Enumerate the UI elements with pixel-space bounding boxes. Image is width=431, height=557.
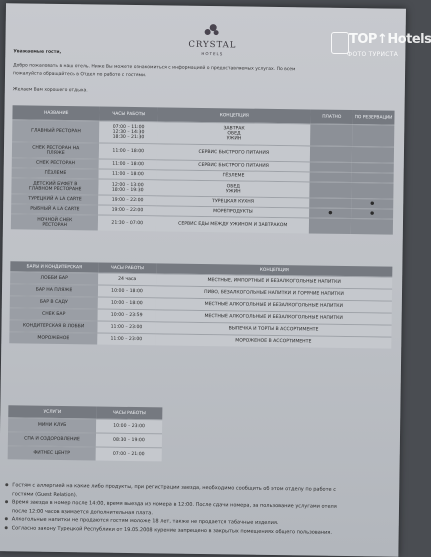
bar-hours: 11:00 – 23:00 <box>97 334 155 346</box>
restaurant-concept-line: МОРЕПРОДУКТЫ <box>213 209 253 215</box>
restaurant-name-line: НОЧНОЙ СНЕК <box>37 217 73 223</box>
restaurant-reservation <box>352 147 394 163</box>
notes-list <box>5 481 394 537</box>
restaurant-concept-line: УЖИН <box>225 188 241 195</box>
watermark-subtitle: ФОТО ТУРИСТА <box>347 51 399 58</box>
hotel-info-sheet <box>0 3 406 557</box>
restaurant-hours-line: 11:00 – 18:00 <box>112 148 145 155</box>
bar-name: СНЕК БАР <box>10 308 98 320</box>
intro-line-2: пожалуйста обращайтесь в Отдел по работе с гостями. <box>12 71 147 79</box>
bar-concept: МОРОЖЕНОЕ В АССОРТИМЕНТЕ <box>155 334 391 348</box>
note-text: Согласно закону Турецкой Республики от 19.05.2008 курение запрещено в закрытых помещениях общего пользования. <box>11 524 332 536</box>
restaurant-concept-line: СЕРВИС ЕДЫ МЕЖДУ УЖИНОМ И ЗАВТРАКОМ <box>178 221 288 229</box>
note-text: Гостям с аллергией на какие либо продукты, при регистрации заезда, необходимо сообщить об этом отделу по работе с <box>12 482 337 493</box>
bar-concept: МЕСТНЫЕ АЛКОГОЛЬНЫЕ И БЕЗАЛКОГОЛЬНЫЕ НАПИТКИ <box>156 298 392 312</box>
restaurant-name-line: ТУРЕЦКИЙ A LA CARTE <box>28 196 82 203</box>
intro-line-1: Добро пожаловать в наш отель. Ниже Вы можете ознакомиться с информацией о предоставляемых услугах. По всем <box>13 63 296 73</box>
bullet-icon <box>5 517 8 520</box>
restaurant-reservation <box>351 219 393 235</box>
col-header-bars: БАРЫ И КОНДИТЕРСКАЯ <box>10 261 98 272</box>
col-header-concept: КОНЦЕПЦИЯ <box>158 107 312 123</box>
bar-name: БАР НА ПЛЯЖЕ <box>10 284 98 296</box>
logo-mark-icon <box>202 24 224 38</box>
restaurant-hours-line: 19:00 – 22:00 <box>111 197 144 204</box>
col-header-paid: ПЛАТНО <box>311 109 353 124</box>
bar-hours: 11:00 – 23:00 <box>97 322 155 334</box>
restaurant-name <box>11 178 99 194</box>
service-hours: 07:00 – 21:00 <box>96 448 162 462</box>
bar-hours: 24 часа <box>98 274 156 286</box>
restaurant-concept-line: ОБЕД <box>227 131 241 137</box>
restaurant-paid <box>310 182 352 198</box>
col-header-name: НАЗВАНИЕ <box>12 105 100 120</box>
restaurant-name-line: ГЛАВНОМ РЕСТОРАНЕ <box>28 186 82 192</box>
service-hours: 08:30 – 19:00 <box>96 434 162 448</box>
restaurant-name-line: РЫБНЫЙ A LA CARTE <box>30 206 80 213</box>
service-name: СПА И ОЗДОРОВЛЕНИЕ <box>8 432 96 446</box>
bar-name: БАР В САДУ <box>10 296 98 308</box>
services-table <box>8 405 163 461</box>
bar-concept: МЕСТНЫЕ АЛКОГОЛЬНЫЕ И БЕЗАЛКОГОЛЬНЫЕ НАПИТКИ <box>156 310 392 324</box>
bullet-icon <box>5 483 8 486</box>
restaurant-concept-line: ОБЕД <box>226 183 240 189</box>
bar-concept: ПИВО, БЕЗАЛКОГОЛЬНЫЕ НАПИТКИ И ГОРЯЧИЕ НАПИТКИ <box>156 286 392 300</box>
restaurant-reservation <box>351 183 393 199</box>
restaurants-table <box>11 105 395 234</box>
service-name: МИНИ КЛУБ <box>8 418 96 432</box>
watermark <box>327 28 431 80</box>
restaurant-concept <box>157 122 311 145</box>
bar-name: МОРОЖЕНОЕ <box>9 332 97 344</box>
bar-concept: МЕСТНЫЕ, ИМПОРТНЫЕ И БЕЗАЛКОГОЛЬНЫЕ НАПИТКИ <box>156 274 392 288</box>
bar-hours: 10:00 – 18:00 <box>98 298 156 310</box>
restaurant-paid <box>311 124 353 146</box>
bar-hours: 10:00 – 18:00 <box>98 286 156 298</box>
restaurant-hours-line: 12:00 – 13:00 <box>111 182 144 188</box>
restaurant-hours-line: 12:30 – 14:30 <box>112 129 145 136</box>
restaurant-hours-line: 18:30 – 21:30 <box>112 134 145 141</box>
restaurant-concept-line: ТУРЕЦКАЯ КУХНЯ <box>212 199 254 205</box>
bar-concept: ВЫПЕЧКА И ТОРТЫ В АССОРТИМЕНТЕ <box>155 322 391 336</box>
logo-brand: CRYSTAL <box>188 39 237 51</box>
restaurant-name-line: СНЕК РЕСТОРАН <box>36 160 76 167</box>
restaurant-name-line: ДЕТСКИЙ БУФЕТ В <box>33 181 78 187</box>
hotel-logo <box>177 24 247 57</box>
greeting: Уважаемые гости, <box>13 49 62 55</box>
restaurant-concept-line: СЕРВИС БЫСТРОГО ПИТАНИЯ <box>198 162 269 169</box>
bar-name: ЛОББИ БАР <box>10 272 98 284</box>
restaurant-name-line: РЕСТОРАН <box>42 222 68 228</box>
note-text: гостями (Guest Relation). <box>12 490 78 498</box>
col-header-bars-concept: КОНЦЕПЦИЯ <box>156 263 392 276</box>
restaurant-hours-line: 11:00 – 18:00 <box>112 161 144 168</box>
note-text: Алкогольные напитки не продаются гостям моложе 18 лет, также не продается табачные изделия. <box>11 516 279 527</box>
restaurant-name-line: СНЕК РЕСТОРАН НА <box>32 145 80 151</box>
restaurant-reservation: ● <box>351 209 393 219</box>
restaurant-name-line: ПЛЯЖЕ <box>46 150 65 156</box>
restaurant-name <box>12 142 100 158</box>
restaurant-concept-line: ГЁЗЛЕМЕ <box>222 173 245 179</box>
service-hours: 10:00 – 23:00 <box>96 420 162 434</box>
bars-table <box>9 261 392 348</box>
restaurant-name <box>12 120 100 142</box>
col-header-hours: ЧАСЫ РАБОТЫ <box>100 107 158 122</box>
restaurant-reservation: ● <box>351 199 393 209</box>
restaurant-concept-line: СЕРВИС БЫСТРОГО ПИТАНИЯ <box>198 149 270 156</box>
restaurant-paid: ● <box>310 208 352 218</box>
restaurant-concept-line: ЗАВТРАК <box>223 126 245 132</box>
restaurant-reservation <box>352 125 394 147</box>
intro-wish: Желаем Вам хорошего отдыха. <box>12 87 88 94</box>
restaurant-hours-line: 07:00 – 11:00 <box>112 124 145 131</box>
col-header-reservation: ПО РЕЗЕРВАЦИИ <box>353 110 395 125</box>
watermark-title: TOP↑Hotels <box>349 32 431 47</box>
bar-name: КОНДИТЕРСКАЯ В ЛОББИ <box>9 320 97 332</box>
restaurant-concept-line: УЖИН <box>226 136 242 142</box>
restaurant-hours-line: 19:00 – 22:00 <box>111 207 144 214</box>
col-header-services-hours: ЧАСЫ РАБОТЫ <box>96 407 162 420</box>
restaurant-hours-line: 21:30 – 07:00 <box>111 220 144 227</box>
note-text: Время заезда в номер после 14:00, время выезда из номера в 12:00. После сдачи номера, за пользование услугами отеля <box>12 499 337 510</box>
service-row <box>8 446 162 461</box>
bar-hours: 10:00 – 23:59 <box>98 310 156 322</box>
col-header-services: УСЛУГИ <box>8 405 96 418</box>
restaurant-name-line: ГЁЗЛЕМЕ <box>44 170 67 177</box>
restaurant-hours <box>98 216 156 232</box>
restaurant-hours <box>99 144 157 160</box>
restaurant-paid <box>309 218 351 234</box>
restaurant-hours-line: 18:00 – 19:30 <box>111 187 144 193</box>
restaurant-name-line: ГЛАВНЫЙ РЕСТОРАН <box>31 128 81 135</box>
restaurant-hours <box>100 122 158 144</box>
restaurant-concept <box>156 216 310 233</box>
service-name: ФИТНЕС ЦЕНТР <box>8 446 96 460</box>
restaurant-hours <box>99 180 157 196</box>
logo-sub: HOTELS <box>201 50 224 57</box>
bullet-icon <box>5 526 8 529</box>
bullet-icon <box>5 500 8 503</box>
note-text: после 12:00 часов взимается дополнительная плата. <box>11 507 154 516</box>
restaurant-hours-line: 11:00 – 18:00 <box>112 171 144 178</box>
restaurant-paid <box>310 146 352 162</box>
restaurant-name <box>11 214 99 230</box>
col-header-bars-hours: ЧАСЫ РАБОТЫ <box>98 263 156 274</box>
